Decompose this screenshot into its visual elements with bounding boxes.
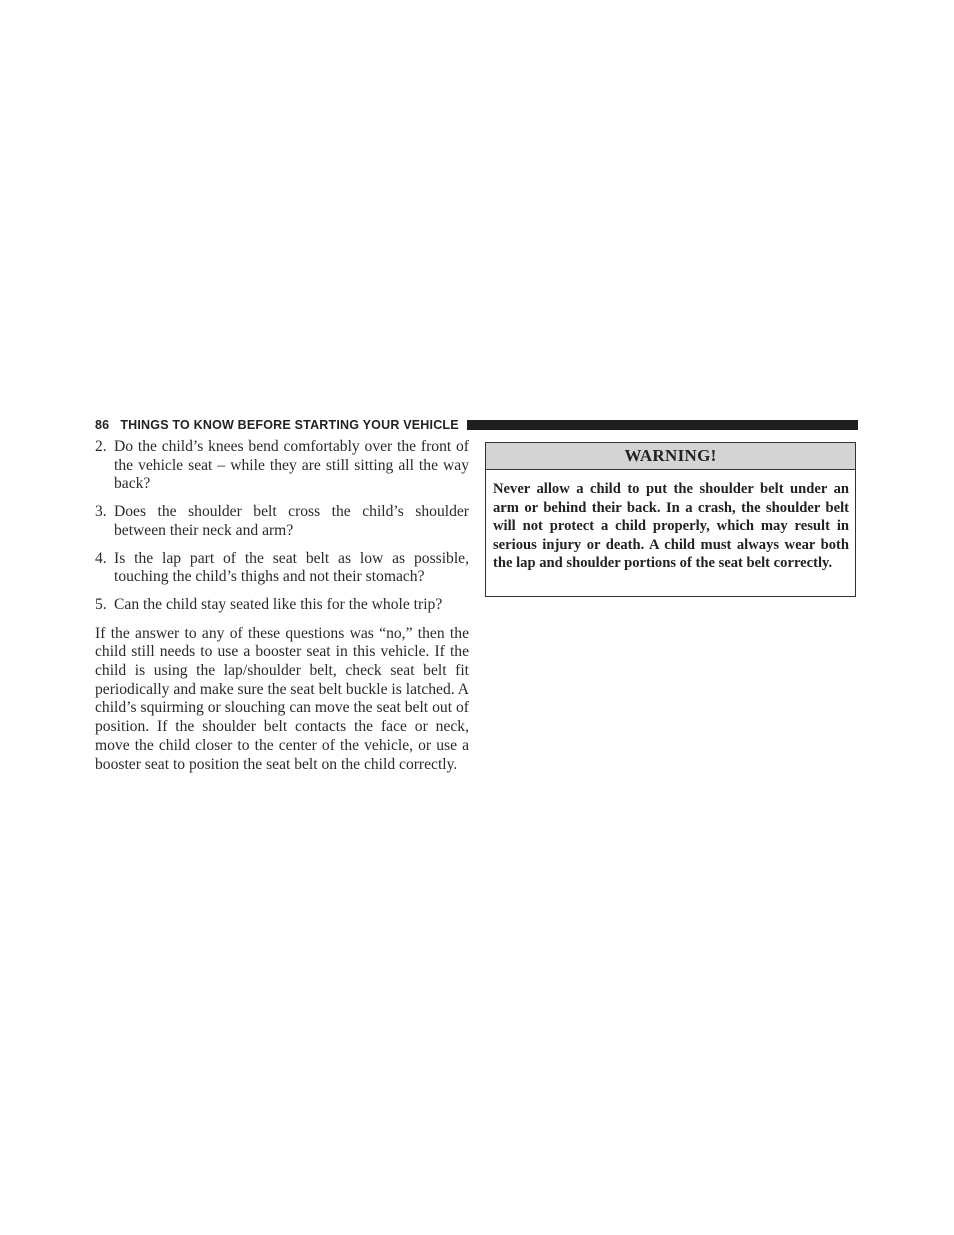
list-item-number: 3.: [95, 503, 107, 521]
page-number: 86: [95, 418, 110, 432]
header-rule: [467, 420, 858, 430]
list-item: [95, 503, 469, 540]
section-title: THINGS TO KNOW BEFORE STARTING YOUR VEHICLE: [120, 418, 459, 432]
list-item: [95, 550, 469, 587]
warning-text: Never allow a child to put the shoulder belt under an arm or behind their back. In a crash, the shoulder belt will not protect a child properly, which may result in serious injury or death. A child must always wear both the lap and shoulder portions of the seat belt correctly.: [493, 481, 849, 572]
list-item-text: Is the lap part of the seat belt as low as possible, touching the child’s thighs and not their stomach?: [114, 549, 469, 586]
body-paragraph: If the answer to any of these questions was “no,” then the child still needs to use a booster seat in this vehicle. If the child is using the lap/shoulder belt, check seat belt fit periodically and make sure the seat belt buckle is latched. A child’s squirming or slouching can move the seat belt out of position. If the shoulder belt contacts the face or neck, move the child closer to the center of the vehicle, or use a booster seat to position the seat belt on the child correctly.: [95, 624, 469, 773]
list-item-text: Does the shoulder belt cross the child’s shoulder between their neck and arm?: [114, 503, 469, 539]
list-item-number: 2.: [95, 438, 107, 455]
list-item-text: Do the child’s knees bend comfortably over the front of the vehicle seat – while they are still sitting all the way back?: [114, 438, 469, 493]
warning-title: WARNING!: [486, 443, 855, 470]
list-item-text: Can the child stay seated like this for the whole trip?: [114, 595, 443, 613]
list-item-number: 5.: [95, 595, 107, 613]
warning-box: [485, 442, 856, 597]
question-list: [95, 438, 469, 615]
list-item: [95, 596, 469, 615]
list-item: [95, 438, 469, 494]
list-item-number: 4.: [95, 549, 107, 567]
left-column: [95, 438, 469, 774]
page-header: [95, 417, 858, 433]
